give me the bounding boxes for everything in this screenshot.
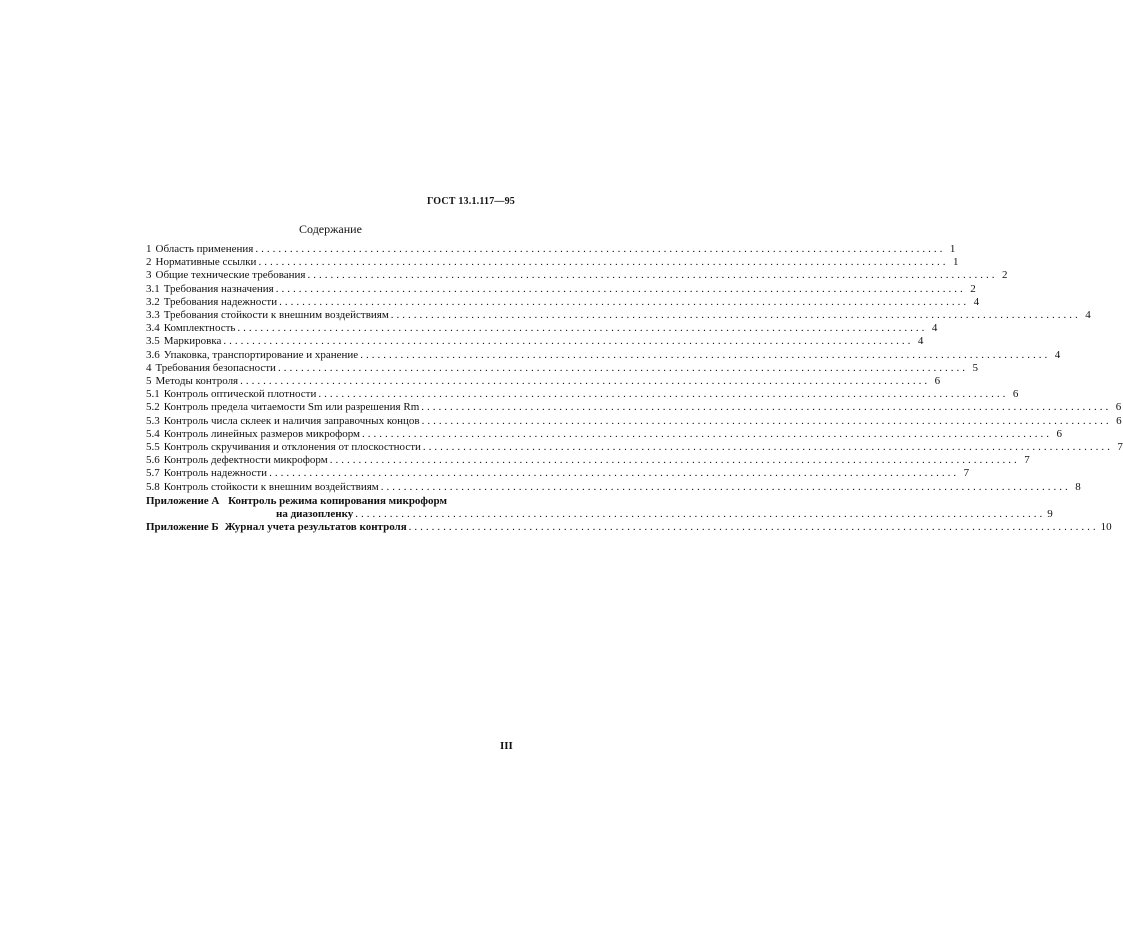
appendix-label: Приложение Б <box>146 521 219 534</box>
toc-entry <box>146 375 941 388</box>
toc-entry-title: Требования безопасности <box>155 361 276 374</box>
toc-entry-page: 4 <box>931 322 938 335</box>
toc-appendix-b <box>146 521 1112 534</box>
toc-entry-page: 9 <box>1047 508 1053 521</box>
toc-entry <box>146 322 938 335</box>
appendix-label: Приложение А <box>146 494 220 507</box>
toc-entry-number: 3.4 <box>146 322 160 335</box>
toc-entry-page: 4 <box>917 335 924 348</box>
toc-entry-title: Методы контроля <box>155 375 239 388</box>
toc-entry <box>146 467 970 480</box>
toc-entry <box>146 309 1091 322</box>
toc-entry-number: 5 <box>146 375 152 388</box>
toc-entry-page: 2 <box>970 282 976 295</box>
toc-entry-number: 5.1 <box>146 388 160 401</box>
toc-entry <box>146 295 980 309</box>
toc-entry-page: 4 <box>1085 309 1091 322</box>
toc-entry-number: 2 <box>146 256 152 269</box>
toc-entry-page: 5 <box>972 361 978 374</box>
toc-entry-page: 8 <box>1075 480 1081 493</box>
toc-entry-page: 6 <box>934 375 941 388</box>
toc-entry <box>146 441 1123 454</box>
toc-entry <box>146 335 924 348</box>
toc-entry-number: 5.2 <box>146 401 160 414</box>
toc-entry-page: 7 <box>1024 454 1030 467</box>
toc-entry-page: 4 <box>973 295 980 308</box>
toc-entry-title: Упаковка, транспортирование и хранение <box>163 348 359 361</box>
toc-entry <box>146 361 978 375</box>
toc-leader-dots: ........................................................................................................................ <box>279 295 970 308</box>
toc-entry <box>146 414 1122 428</box>
toc-leader-dots: ........................................................................................................................ <box>237 322 928 335</box>
toc-entry-title: Контроль числа склеек и наличия заправочных концов <box>163 414 420 427</box>
toc-entry-page: 4 <box>1054 348 1061 361</box>
toc-leader-dots: ........................................................................................................................ <box>307 269 998 282</box>
toc-entry-page: 2 <box>1001 269 1008 282</box>
table-of-contents <box>146 243 1123 534</box>
toc-leader-dots: ........................................................................................................................ <box>408 521 1099 534</box>
toc-entry-title: Контроль предела читаемости Sm или разрешения Rm <box>163 401 420 414</box>
toc-entry-page: 6 <box>1115 401 1122 414</box>
toc-leader-dots: ........................................................................................................................ <box>318 388 1009 401</box>
toc-leader-dots: ........................................................................................................................ <box>255 243 946 255</box>
toc-entry-page: 7 <box>1117 441 1123 454</box>
toc-leader-dots: ........................................................................................................................ <box>380 480 1071 493</box>
toc-entry-number: 5.8 <box>146 480 160 493</box>
toc-leader-dots: ........................................................................................................................ <box>360 348 1051 361</box>
toc-entry <box>146 480 1081 494</box>
toc-entry-page: 6 <box>1056 427 1063 440</box>
toc-entry-number: 3.5 <box>146 335 160 348</box>
toc-entry-title: Комплектность <box>163 322 236 335</box>
toc-entry <box>146 401 1122 414</box>
toc-leader-dots: ........................................................................................................................ <box>269 467 960 480</box>
toc-entry-number: 3.2 <box>146 295 160 308</box>
toc-entry-page: 1 <box>952 256 959 269</box>
toc-entry-title: Требования стойкости к внешним воздействиям <box>163 309 389 322</box>
toc-entry-title: Общие технические требования <box>155 269 306 282</box>
toc-appendix-a <box>146 494 1053 521</box>
toc-entry <box>146 348 1061 362</box>
toc-entry-number: 5.7 <box>146 467 160 480</box>
toc-entry <box>146 427 1063 441</box>
toc-entry <box>146 388 1019 401</box>
toc-entry-title: Контроль оптической плотности <box>163 388 317 401</box>
toc-title: Содержание <box>299 222 362 236</box>
page-number: III <box>500 740 513 752</box>
toc-leader-dots: ........................................................................................................................ <box>329 454 1020 467</box>
toc-leader-dots: ........................................................................................................................ <box>240 375 931 388</box>
toc-entry-number: 1 <box>146 243 152 255</box>
toc-leader-dots: ........................................................................................................................ <box>422 441 1113 454</box>
toc-entry <box>146 282 976 296</box>
toc-entry-number: 5.3 <box>146 414 160 427</box>
toc-entry <box>146 256 959 269</box>
appendix-title: Журнал учета результатов контроля <box>224 521 407 534</box>
toc-entry-number: 3.6 <box>146 348 160 361</box>
toc-entry-title: Контроль надежности <box>163 467 268 480</box>
toc-entry <box>146 243 956 256</box>
toc-entry-title: Область применения <box>155 243 254 255</box>
toc-entry-number: 5.6 <box>146 454 160 467</box>
toc-entry <box>146 269 1008 282</box>
toc-entry-number: 4 <box>146 361 152 374</box>
toc-entry-title: Требования назначения <box>163 282 274 295</box>
toc-entry-page: 10 <box>1100 521 1112 534</box>
toc-entry <box>146 454 1030 467</box>
toc-entry-page: 6 <box>1116 414 1122 427</box>
toc-leader-dots: ........................................................................................................................ <box>277 361 968 374</box>
toc-leader-dots: ........................................................................................................................ <box>355 508 1046 521</box>
toc-leader-dots: ........................................................................................................................ <box>223 335 914 348</box>
appendix-title-continuation: на диазопленку <box>276 508 354 521</box>
toc-entry-title: Контроль скручивания и отклонения от плоскостности <box>163 441 421 454</box>
toc-entry-title: Маркировка <box>163 335 222 348</box>
toc-leader-dots: ........................................................................................................................ <box>258 256 949 269</box>
toc-leader-dots: ........................................................................................................................ <box>421 414 1112 427</box>
toc-leader-dots: ........................................................................................................................ <box>362 427 1053 440</box>
toc-entry-title: Контроль дефектности микроформ <box>163 454 328 467</box>
appendix-title: Контроль режима копирования микроформ <box>228 494 447 507</box>
toc-leader-dots: ........................................................................................................................ <box>421 401 1112 414</box>
toc-entry-title: Контроль линейных размеров микроформ <box>163 427 361 440</box>
gost-header: ГОСТ 13.1.117—95 <box>426 196 515 207</box>
toc-entry-title: Требования надежности <box>163 295 278 308</box>
toc-entry-number: 5.4 <box>146 427 160 440</box>
toc-entry-number: 3.1 <box>146 282 160 295</box>
toc-entry-title: Контроль стойкости к внешним воздействиям <box>163 480 379 493</box>
toc-leader-dots: ........................................................................................................................ <box>390 309 1081 322</box>
toc-entry-number: 3.3 <box>146 309 160 322</box>
toc-entry-number: 3 <box>146 269 152 282</box>
toc-entry-number: 5.5 <box>146 441 160 454</box>
toc-leader-dots: ........................................................................................................................ <box>275 282 966 295</box>
toc-entry-page: 7 <box>963 467 970 480</box>
toc-entry-page: 1 <box>949 243 956 255</box>
toc-entry-title: Нормативные ссылки <box>155 256 257 269</box>
toc-entry-page: 6 <box>1012 388 1019 401</box>
